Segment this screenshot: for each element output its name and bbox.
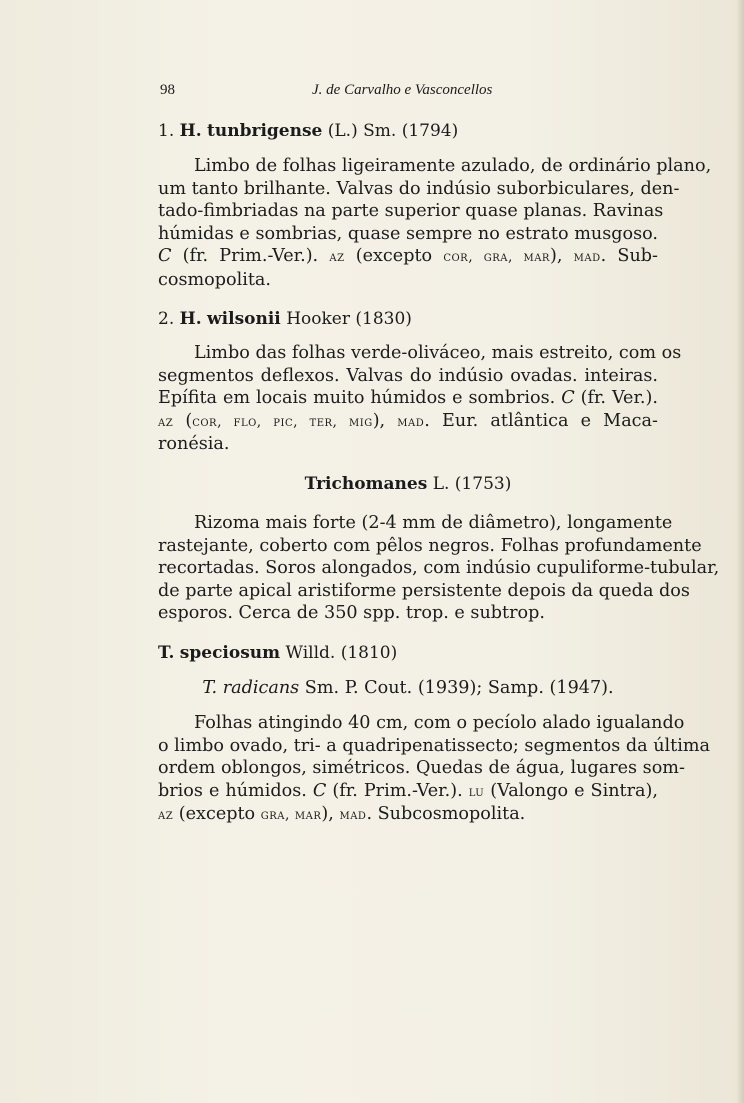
region-code: az [158, 413, 174, 430]
species-epithet: wilsonii [207, 309, 281, 329]
author-year: L. (1753) [432, 474, 512, 494]
region-code: az [158, 807, 174, 824]
species-3-synonym [158, 677, 658, 700]
genus-heading-line [158, 473, 658, 496]
text-run: (excepto [344, 246, 444, 267]
species-number: 2. [158, 309, 175, 329]
region-code: cor, flo, pic, ter, mig [192, 413, 373, 430]
text-line: Rizoma mais forte (2-4 mm de diâmetro), longamente [194, 513, 673, 533]
author-year: Willd. (1810) [285, 643, 398, 663]
genus-name: Trichomanes [304, 474, 428, 494]
text-line: recortadas. Soros alongados, com indúsio cupuliforme-tubular, [158, 558, 720, 579]
genus-abbrev: T. [158, 643, 175, 663]
species-3-heading [158, 642, 658, 665]
region-code: C [312, 780, 327, 801]
genus-heading [158, 473, 658, 496]
text-run: (fr. Ver.). [574, 388, 658, 409]
text-line: um tanto brilhante. Valvas do indúsio suborbiculares, den- [158, 178, 680, 199]
text-run: brios e húmidos. [158, 780, 313, 801]
page-edge-shadow [736, 0, 744, 1103]
region-code: gra, mar [260, 807, 322, 824]
genus-abbrev: H. [179, 309, 202, 329]
text-line: ronésia. [158, 434, 230, 455]
text-run: . Eur. atlântica e Maca- [424, 410, 658, 431]
text-line: esporos. Cerca de 350 spp. trop. e subtrop. [158, 603, 545, 624]
synonym-name: T. radicans [202, 678, 300, 698]
species-2-description [158, 342, 682, 456]
species-epithet: speciosum [179, 643, 281, 663]
text-run: (excepto [173, 804, 261, 825]
text-run: ), [372, 410, 398, 431]
region-code: az [329, 249, 345, 266]
text-run: ), [549, 246, 574, 267]
text-line: Folhas atingindo 40 cm, com o pecíolo alado igualando [194, 713, 685, 733]
region-code: mad [339, 807, 367, 824]
text-line [158, 803, 658, 827]
text-line: Limbo das folhas verde-oliváceo, mais estreito, com os [194, 343, 682, 363]
region-code: lu [468, 783, 485, 800]
synonym-citation: Sm. P. Cout. (1939); Samp. (1947). [299, 678, 614, 698]
text-line: rastejante, coberto com pêlos negros. Folhas profundamente [158, 535, 702, 556]
genus-abbrev: H. [179, 121, 202, 141]
text-line [158, 245, 658, 269]
text-run: ( [173, 410, 193, 431]
text-run: Epífita em locais muito húmidos e sombrios. [158, 388, 562, 409]
text-line: ordem oblongos, simétricos. Quedas de água, lugares som- [158, 758, 685, 779]
author-year: Hooker (1830) [286, 309, 412, 329]
region-code: mad [573, 249, 601, 266]
page-number: 98 [160, 82, 175, 98]
text-run: (fr. Prim.-Ver.). [171, 246, 330, 267]
text-run: (Valongo e Sintra), [484, 780, 658, 801]
text-run: . Sub- [600, 246, 658, 267]
page-header [160, 82, 660, 104]
running-title: J. de Carvalho e Vasconcellos [312, 82, 493, 98]
text-line [158, 387, 658, 410]
author-year: (L.) Sm. (1794) [327, 121, 459, 141]
text-line: húmidas e sombrias, quase sempre no estrato musgoso. [158, 223, 658, 244]
region-code: cor, gra, mar [443, 249, 550, 266]
text-line [158, 780, 658, 804]
text-run: (fr. Prim.-Ver.). [326, 780, 469, 801]
text-line: Limbo de folhas ligeiramente azulado, de ordinário plano, [194, 156, 712, 176]
species-epithet: tunbrigense [207, 121, 323, 141]
species-1-heading [158, 120, 658, 143]
text-line: cosmopolita. [158, 269, 272, 290]
genus-description [158, 512, 720, 625]
text-line: de parte apical aristiforme persistente depois da queda dos [158, 580, 690, 601]
text-line: o limbo ovado, tri- a quadripenatissecto; segmentos da última [158, 735, 711, 756]
text-line [158, 410, 658, 434]
text-line: tado-fimbriadas na parte superior quase planas. Ravinas [158, 201, 664, 222]
species-number: 1. [158, 121, 175, 141]
region-code: C [561, 388, 575, 409]
text-run: . Subcosmopolita. [366, 804, 526, 825]
text-line: segmentos deflexos. Valvas do indúsio ovadas. inteiras. [158, 365, 658, 386]
region-code: mad [397, 413, 425, 430]
synonym-line [158, 677, 658, 700]
species-2-heading [158, 308, 658, 331]
region-code: C [158, 246, 172, 267]
species-1-description [158, 155, 712, 292]
text-run: ), [321, 804, 340, 825]
species-3-description [158, 712, 711, 827]
